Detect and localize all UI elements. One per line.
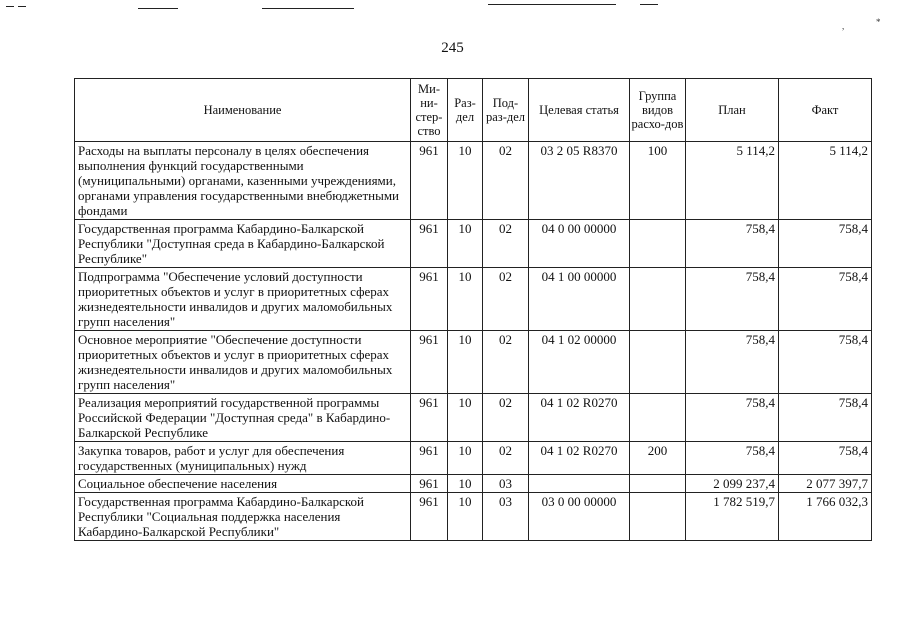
table-header-row	[75, 79, 872, 142]
row-subsection: 03	[483, 493, 529, 541]
header-group: Группа видов расхо-дов	[630, 79, 686, 142]
table-row	[75, 442, 872, 475]
header-subsection: Под-раз-дел	[483, 79, 529, 142]
header-section: Раз-дел	[448, 79, 483, 142]
row-name: Государственная программа Кабардино-Балкарской Республики "Доступная среда в Кабардино-Балкарской Республике"	[75, 220, 411, 268]
row-subsection: 02	[483, 220, 529, 268]
row-section: 10	[448, 475, 483, 493]
row-group	[630, 331, 686, 394]
row-ministry: 961	[411, 220, 448, 268]
header-ministry: Ми-ни-стер-ство	[411, 79, 448, 142]
row-ministry: 961	[411, 493, 448, 541]
scan-mark	[262, 8, 354, 9]
row-fact: 758,4	[779, 394, 872, 442]
row-group: 100	[630, 142, 686, 220]
scan-mark	[6, 6, 14, 7]
scan-mark	[18, 6, 26, 7]
row-plan: 5 114,2	[686, 142, 779, 220]
header-plan: План	[686, 79, 779, 142]
row-name: Подпрограмма "Обеспечение условий доступности приоритетных объектов и услуг в приоритетных сферах жизнедеятельности инвалидов и других маломобильных групп населения"	[75, 268, 411, 331]
row-section: 10	[448, 268, 483, 331]
row-fact: 2 077 397,7	[779, 475, 872, 493]
row-name: Закупка товаров, работ и услуг для обеспечения государственных (муниципальных) нужд	[75, 442, 411, 475]
table-row	[75, 220, 872, 268]
row-subsection: 02	[483, 142, 529, 220]
row-ministry: 961	[411, 475, 448, 493]
row-target: 03 2 05 R8370	[529, 142, 630, 220]
row-subsection: 03	[483, 475, 529, 493]
row-fact: 758,4	[779, 268, 872, 331]
row-ministry: 961	[411, 394, 448, 442]
row-name: Реализация мероприятий государственной программы Российской Федерации "Доступная среда" в Кабардино-Балкарской Республике	[75, 394, 411, 442]
row-fact: 1 766 032,3	[779, 493, 872, 541]
row-subsection: 02	[483, 394, 529, 442]
row-fact: 758,4	[779, 442, 872, 475]
row-target: 04 1 02 R0270	[529, 442, 630, 475]
row-name: Государственная программа Кабардино-Балкарской Республики "Социальная поддержка населения Кабардино-Балкарской Республики"	[75, 493, 411, 541]
row-target: 03 0 00 00000	[529, 493, 630, 541]
row-name: Социальное обеспечение населения	[75, 475, 411, 493]
table-row	[75, 475, 872, 493]
row-group	[630, 493, 686, 541]
table-row	[75, 331, 872, 394]
row-section: 10	[448, 442, 483, 475]
header-name: Наименование	[75, 79, 411, 142]
row-plan: 758,4	[686, 220, 779, 268]
row-group	[630, 475, 686, 493]
row-ministry: 961	[411, 442, 448, 475]
table-row	[75, 142, 872, 220]
row-plan: 2 099 237,4	[686, 475, 779, 493]
row-ministry: 961	[411, 331, 448, 394]
row-subsection: 02	[483, 442, 529, 475]
scan-mark	[488, 4, 616, 5]
row-subsection: 02	[483, 331, 529, 394]
header-target: Целевая статья	[529, 79, 630, 142]
row-group: 200	[630, 442, 686, 475]
row-section: 10	[448, 493, 483, 541]
row-name: Основное мероприятие "Обеспечение доступности приоритетных объектов и услуг в приоритетных сферах жизнедеятельности инвалидов и других маломобильных групп населения"	[75, 331, 411, 394]
row-target: 04 1 00 00000	[529, 268, 630, 331]
budget-table	[74, 78, 872, 541]
row-section: 10	[448, 331, 483, 394]
table-row	[75, 268, 872, 331]
row-plan: 758,4	[686, 394, 779, 442]
row-plan: 758,4	[686, 268, 779, 331]
row-target: 04 1 02 R0270	[529, 394, 630, 442]
table-row	[75, 493, 872, 541]
row-group	[630, 220, 686, 268]
row-plan: 758,4	[686, 442, 779, 475]
row-group	[630, 268, 686, 331]
table-row	[75, 394, 872, 442]
scan-mark	[138, 8, 178, 9]
scan-mark: *	[876, 17, 881, 27]
row-section: 10	[448, 220, 483, 268]
row-target: 04 0 00 00000	[529, 220, 630, 268]
page-number: 245	[441, 40, 464, 56]
header-fact: Факт	[779, 79, 872, 142]
row-ministry: 961	[411, 142, 448, 220]
row-group	[630, 394, 686, 442]
row-name: Расходы на выплаты персоналу в целях обеспечения выполнения функций государственными (муниципальными) органами, казенными учреждениями, органами управления государственными внебюджетными фондами	[75, 142, 411, 220]
row-fact: 758,4	[779, 331, 872, 394]
row-plan: 758,4	[686, 331, 779, 394]
row-fact: 5 114,2	[779, 142, 872, 220]
row-section: 10	[448, 142, 483, 220]
row-section: 10	[448, 394, 483, 442]
row-fact: 758,4	[779, 220, 872, 268]
row-subsection: 02	[483, 268, 529, 331]
row-target: 04 1 02 00000	[529, 331, 630, 394]
row-ministry: 961	[411, 268, 448, 331]
scan-mark: ,	[842, 21, 845, 31]
row-plan: 1 782 519,7	[686, 493, 779, 541]
scan-mark	[640, 4, 658, 5]
row-target	[529, 475, 630, 493]
